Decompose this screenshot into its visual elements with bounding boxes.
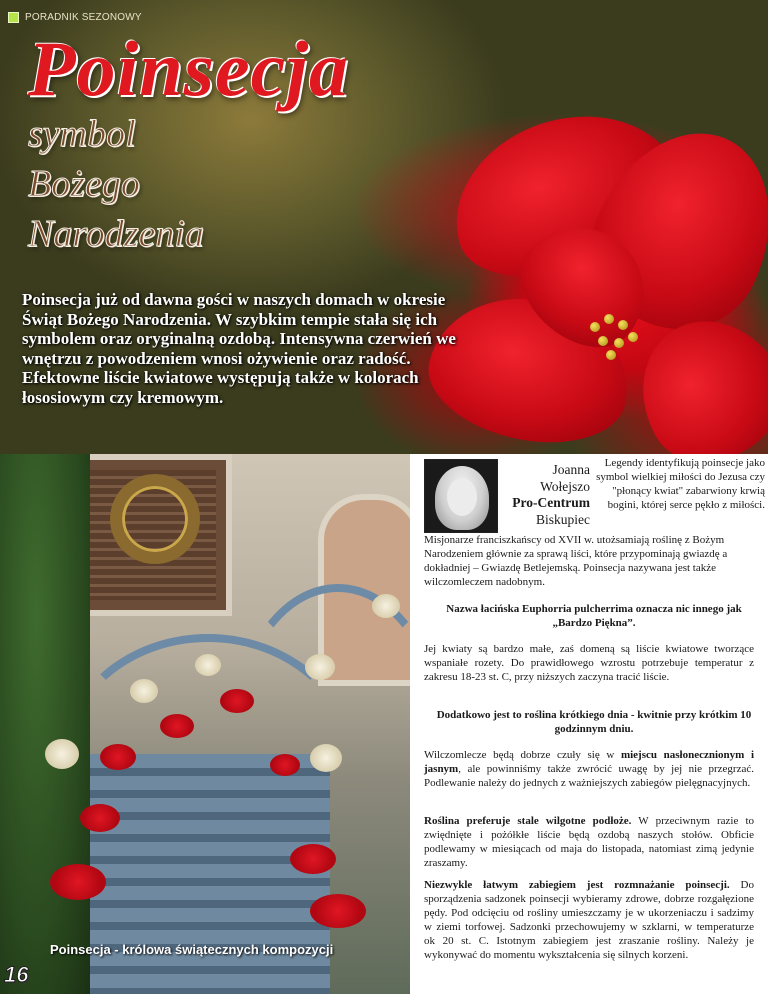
stamen	[614, 338, 624, 348]
author-city: Biskupiec	[536, 511, 590, 527]
poinsettia-pot	[290, 844, 336, 874]
legend-text: Legendy identyfikują poinsecje jako symbol wielkiej miłości do Jezusa czy "płonący kwiat" zabarwiony krwią bogini, której serce pękło z miłości.	[596, 457, 765, 511]
ribbon-bow	[130, 679, 158, 703]
author-first-name: Joanna	[552, 462, 590, 477]
poinsettia-pot	[160, 714, 194, 738]
stamen	[618, 320, 628, 330]
poinsettia-pot	[100, 744, 136, 770]
ribbon-bow	[372, 594, 400, 618]
green-square-icon	[8, 12, 19, 23]
hero-image	[0, 0, 768, 454]
ribbon-bow	[310, 744, 342, 772]
stamen	[598, 336, 608, 346]
page-number: 16	[4, 962, 29, 987]
poinsettia-pot	[80, 804, 120, 832]
author-photo	[424, 459, 498, 533]
staircase-photo	[0, 454, 410, 994]
ribbon-bow	[305, 654, 335, 680]
article-column	[412, 454, 768, 994]
ribbon-bow	[195, 654, 221, 676]
paragraph-missionaries: Misjonarze franciszkańscy od XVII w. utożsamiają roślinę z Bożym Narodzeniem głównie za sprawą liści, które przypominają gwiazdę a dokładniej – Gwiazdę Betlejemską. Poinsecja nazywana jest także wilczomleczem nadobnym.	[424, 534, 728, 588]
poinsettia-pot	[220, 689, 254, 713]
stamen	[590, 322, 600, 332]
poinsettia-pot	[50, 864, 106, 900]
paragraph-watering: Roślina preferuje stale wilgotne podłoże. W przeciwnym razie to zwiędnięte i pożółkłe liście będą ozdobą naszych stołów. Obficie podlewamy w miesiącach od maja do listopada, natomiast zimą jedynie zraszamy.	[424, 815, 754, 869]
photo-caption: Poinsecja - królowa świątecznych kompozycji	[50, 942, 334, 957]
intro-text: Poinsecja już od dawna gości w naszych domach w okresie Świąt Bożego Narodzenia. W szybkim tempie stała się ich symbolem oraz oryginalną ozdobą. Intensywna czerwień we wnętrzu z powodzeniem wnosi ożywienie oraz radość. Efektowne liście kwiatowe występują także w kolorach łososiowym czy kremowym.	[22, 290, 456, 407]
subtitle-line-3: Narodzenia	[28, 213, 204, 255]
section-tag	[8, 12, 142, 23]
subtitle-line-2: Bożego	[28, 163, 140, 205]
wreath	[110, 474, 200, 564]
poinsettia-pot	[310, 894, 366, 928]
paragraph-flowers: Jej kwiaty są bardzo małe, zaś domeną są liście kwiatowe tworzące wspaniałe rozety. Do prawidłowego wzrostu potrzebuje temperatur z zakresu 18-23 st. C, przy niższych zaczyna tracić liście.	[424, 643, 754, 683]
paragraph-light: Wilczomlecze będą dobrze czuły się w miejscu nasłonecznionym i jasnym, ale powinniśmy także zwrócić uwagę by jej nie przegrzać. Podlewanie należy do jednych z ważniejszych zabiegów pielęgnacyjnych.	[424, 749, 754, 789]
stamen	[628, 332, 638, 342]
ribbon-bow	[45, 739, 79, 769]
section-label: PORADNIK SEZONOWY	[25, 12, 142, 23]
stamen	[604, 314, 614, 324]
callout-latin-name: Nazwa łacińska Euphorria pulcherrima oznacza nic innego jak „Bardzo Piękna”.	[446, 603, 742, 629]
author-last-name: Wołejszo	[540, 478, 590, 494]
page-title: Poinsecja	[28, 25, 349, 112]
poinsettia-pot	[270, 754, 300, 776]
author-org: Pro-Centrum	[512, 495, 590, 510]
callout-short-day: Dodatkowo jest to roślina krótkiego dnia - kwitnie przy krótkim 10 godzinnym dniu.	[436, 709, 752, 735]
author-byline	[500, 458, 590, 528]
stamen	[606, 350, 616, 360]
tree	[0, 454, 90, 994]
subtitle-line-1: symbol	[28, 113, 136, 155]
paragraph-propagation: Niezwykle łatwym zabiegiem jest rozmnażanie poinsecji. Do sporządzenia sadzonek poinsecji wybieramy zdrowe, dobrze rozgałęzione pędy. Pod odcięciu od rośliny umieszczamy je w ukorzeniaczu i sadzimy w ziemi torfowej. Sadzonki przechowujemy w szklarni, w temperaturze ok 20 st. C. Istotnym zabiegiem jest zraszanie rośliny. Należy je wykonywać do momentu wykształcenia się silnych korzeni.	[424, 879, 754, 961]
